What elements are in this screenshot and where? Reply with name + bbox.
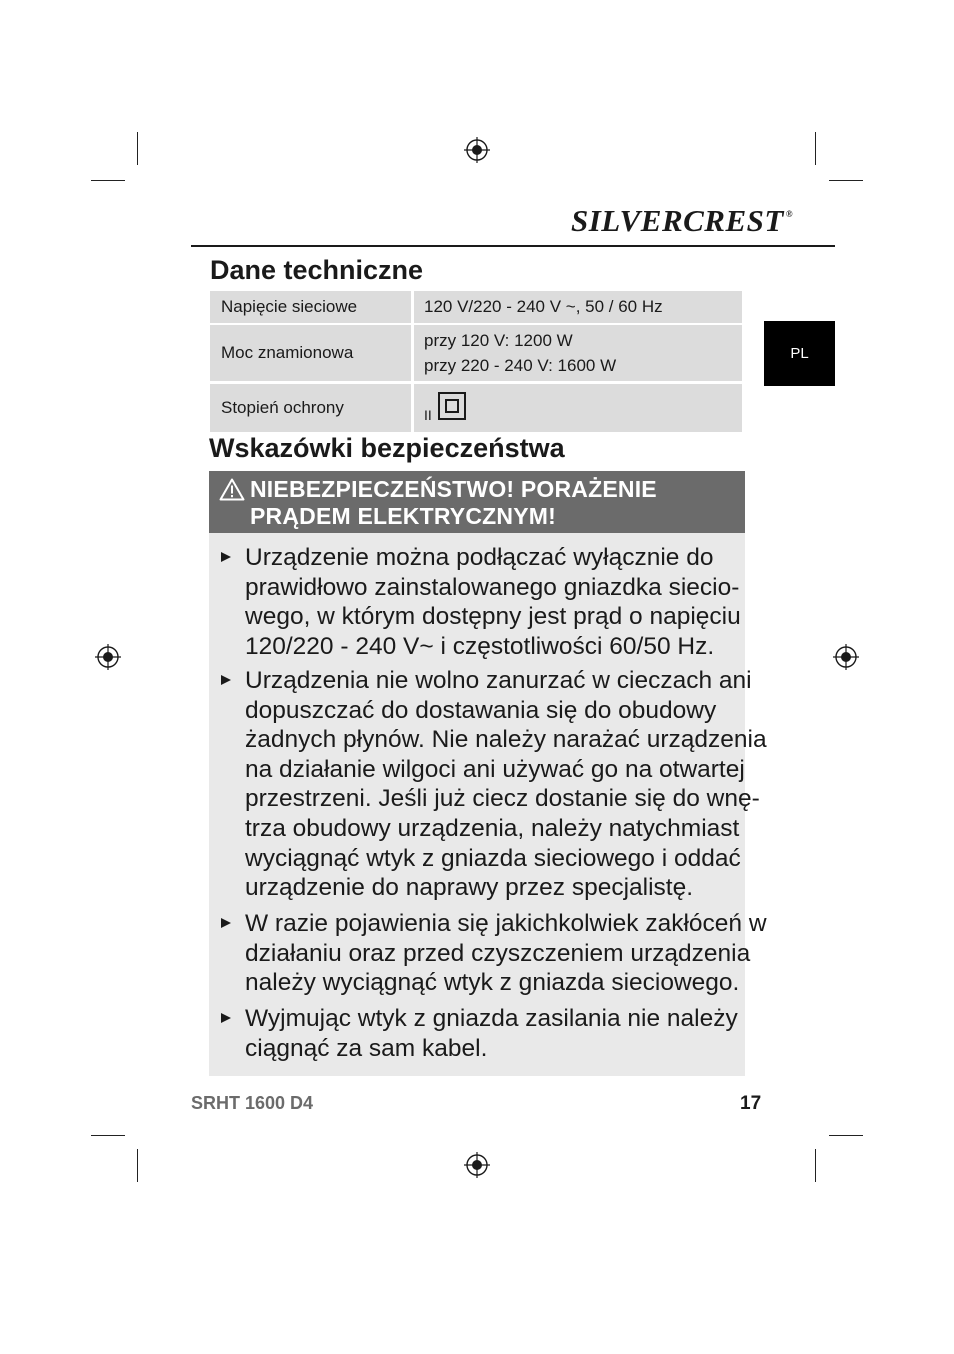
safety-bullets-panel: [209, 533, 767, 1076]
crop-mark: [815, 132, 816, 165]
bullet-text-line: prawidłowo zainstalowanego gniazdka siecio-: [245, 573, 740, 601]
warning-triangle-icon: [219, 478, 245, 501]
table-cell-value: [414, 291, 742, 323]
bullet-text-line: dopuszczać do dostawania się do obudowy: [245, 696, 717, 724]
bullet-text-line: żadnych płynów. Nie należy narażać urządzenia: [245, 726, 767, 754]
bullet-text-line: na działanie wilgoci ani używać go na otwartej: [245, 755, 745, 783]
bullet-arrow-icon: [221, 552, 231, 562]
protection-class-label: II: [424, 407, 432, 423]
crop-mark: [815, 1149, 816, 1182]
brand-wordmark: SILVERCREST: [571, 203, 784, 238]
brand-logo: [571, 203, 794, 243]
footer-model-number: SRHT 1600 D4: [191, 1093, 314, 1113]
footer-page-number: 17: [740, 1093, 762, 1114]
crop-mark: [137, 132, 138, 165]
trademark-symbol: ®: [785, 209, 794, 219]
language-tab: [764, 321, 835, 386]
crop-mark: [91, 1135, 125, 1136]
crop-mark: [91, 180, 125, 181]
table-row: [209, 291, 744, 323]
bullet-text-line: przestrzeni. Jeśli już ciecz dostanie się do wnę-: [245, 785, 760, 813]
warning-title-line: NIEBEZPIECZEŃSTWO! PORAŻENIE: [250, 476, 657, 502]
safety-heading: Wskazówki bezpieczeństwa: [209, 433, 565, 463]
language-tab-label: PL: [790, 345, 809, 362]
bullet-arrow-icon: [221, 918, 231, 928]
warning-title-line: PRĄDEM ELEKTRYCZNYM!: [250, 503, 556, 529]
bullet-text-line: wyciągnąć wtyk z gniazda sieciowego i oddać: [245, 844, 741, 872]
header-rule: [191, 245, 835, 247]
table-cell-value: [414, 384, 742, 432]
bullet-text-line: urządzenie do naprawy przez specjalistę.: [245, 874, 694, 902]
registration-mark-icon: [464, 1152, 490, 1178]
table-cell-label: [210, 384, 411, 432]
crop-mark: [137, 1149, 138, 1182]
protection-class-ii-icon: [438, 392, 466, 420]
crop-mark: [829, 1135, 863, 1136]
bullet-arrow-icon: [221, 675, 231, 685]
spec-label: Stopień ochrony: [221, 398, 344, 417]
bullet-text-line: działaniu oraz przed czyszczeniem urządzenia: [245, 939, 751, 967]
technical-data-heading: Dane techniczne: [210, 255, 424, 285]
spec-value-line: przy 120 V: 1200 W: [424, 331, 573, 350]
spec-value-line: przy 220 - 240 V: 1600 W: [424, 356, 617, 375]
bullet-arrow-icon: [221, 1013, 231, 1023]
warning-banner: [209, 471, 745, 533]
spec-value: 120 V/220 - 240 V ~, 50 / 60 Hz: [424, 297, 663, 316]
registration-mark-icon: [95, 644, 121, 670]
registration-mark-icon: [464, 137, 490, 163]
table-cell-label: [210, 291, 411, 323]
bullet-text-line: Urządzenie można podłączać wyłącznie do: [245, 544, 714, 571]
table-row: [209, 325, 744, 381]
bullet-text-line: należy wyciągnąć wtyk z gniazda sieciowego.: [245, 969, 740, 997]
table-cell-value: [414, 325, 742, 381]
crop-mark: [829, 180, 863, 181]
bullet-text-line: wego, w którym dostępny jest prąd o napięciu: [245, 603, 741, 631]
bullet-text-line: Wyjmując wtyk z gniazda zasilania nie należy: [245, 1005, 738, 1032]
bullet-text-line: Urządzenia nie wolno zanurzać w cieczach ani: [245, 667, 752, 694]
table-row: [209, 384, 744, 432]
bullet-text-line: W razie pojawienia się jakichkolwiek zakłóceń w: [245, 910, 767, 937]
bullet-text-line: ciągnąć za sam kabel.: [245, 1034, 488, 1062]
table-cell-label: [210, 325, 411, 381]
bullet-text-line: trza obudowy urządzenia, należy natychmiast: [245, 815, 740, 842]
bullet-text-line: 120/220 - 240 V~ i częstotliwości 60/50 Hz.: [245, 632, 715, 660]
spec-label: Napięcie sieciowe: [221, 297, 358, 316]
registration-mark-icon: [833, 644, 859, 670]
spec-label: Moc znamionowa: [221, 343, 354, 362]
